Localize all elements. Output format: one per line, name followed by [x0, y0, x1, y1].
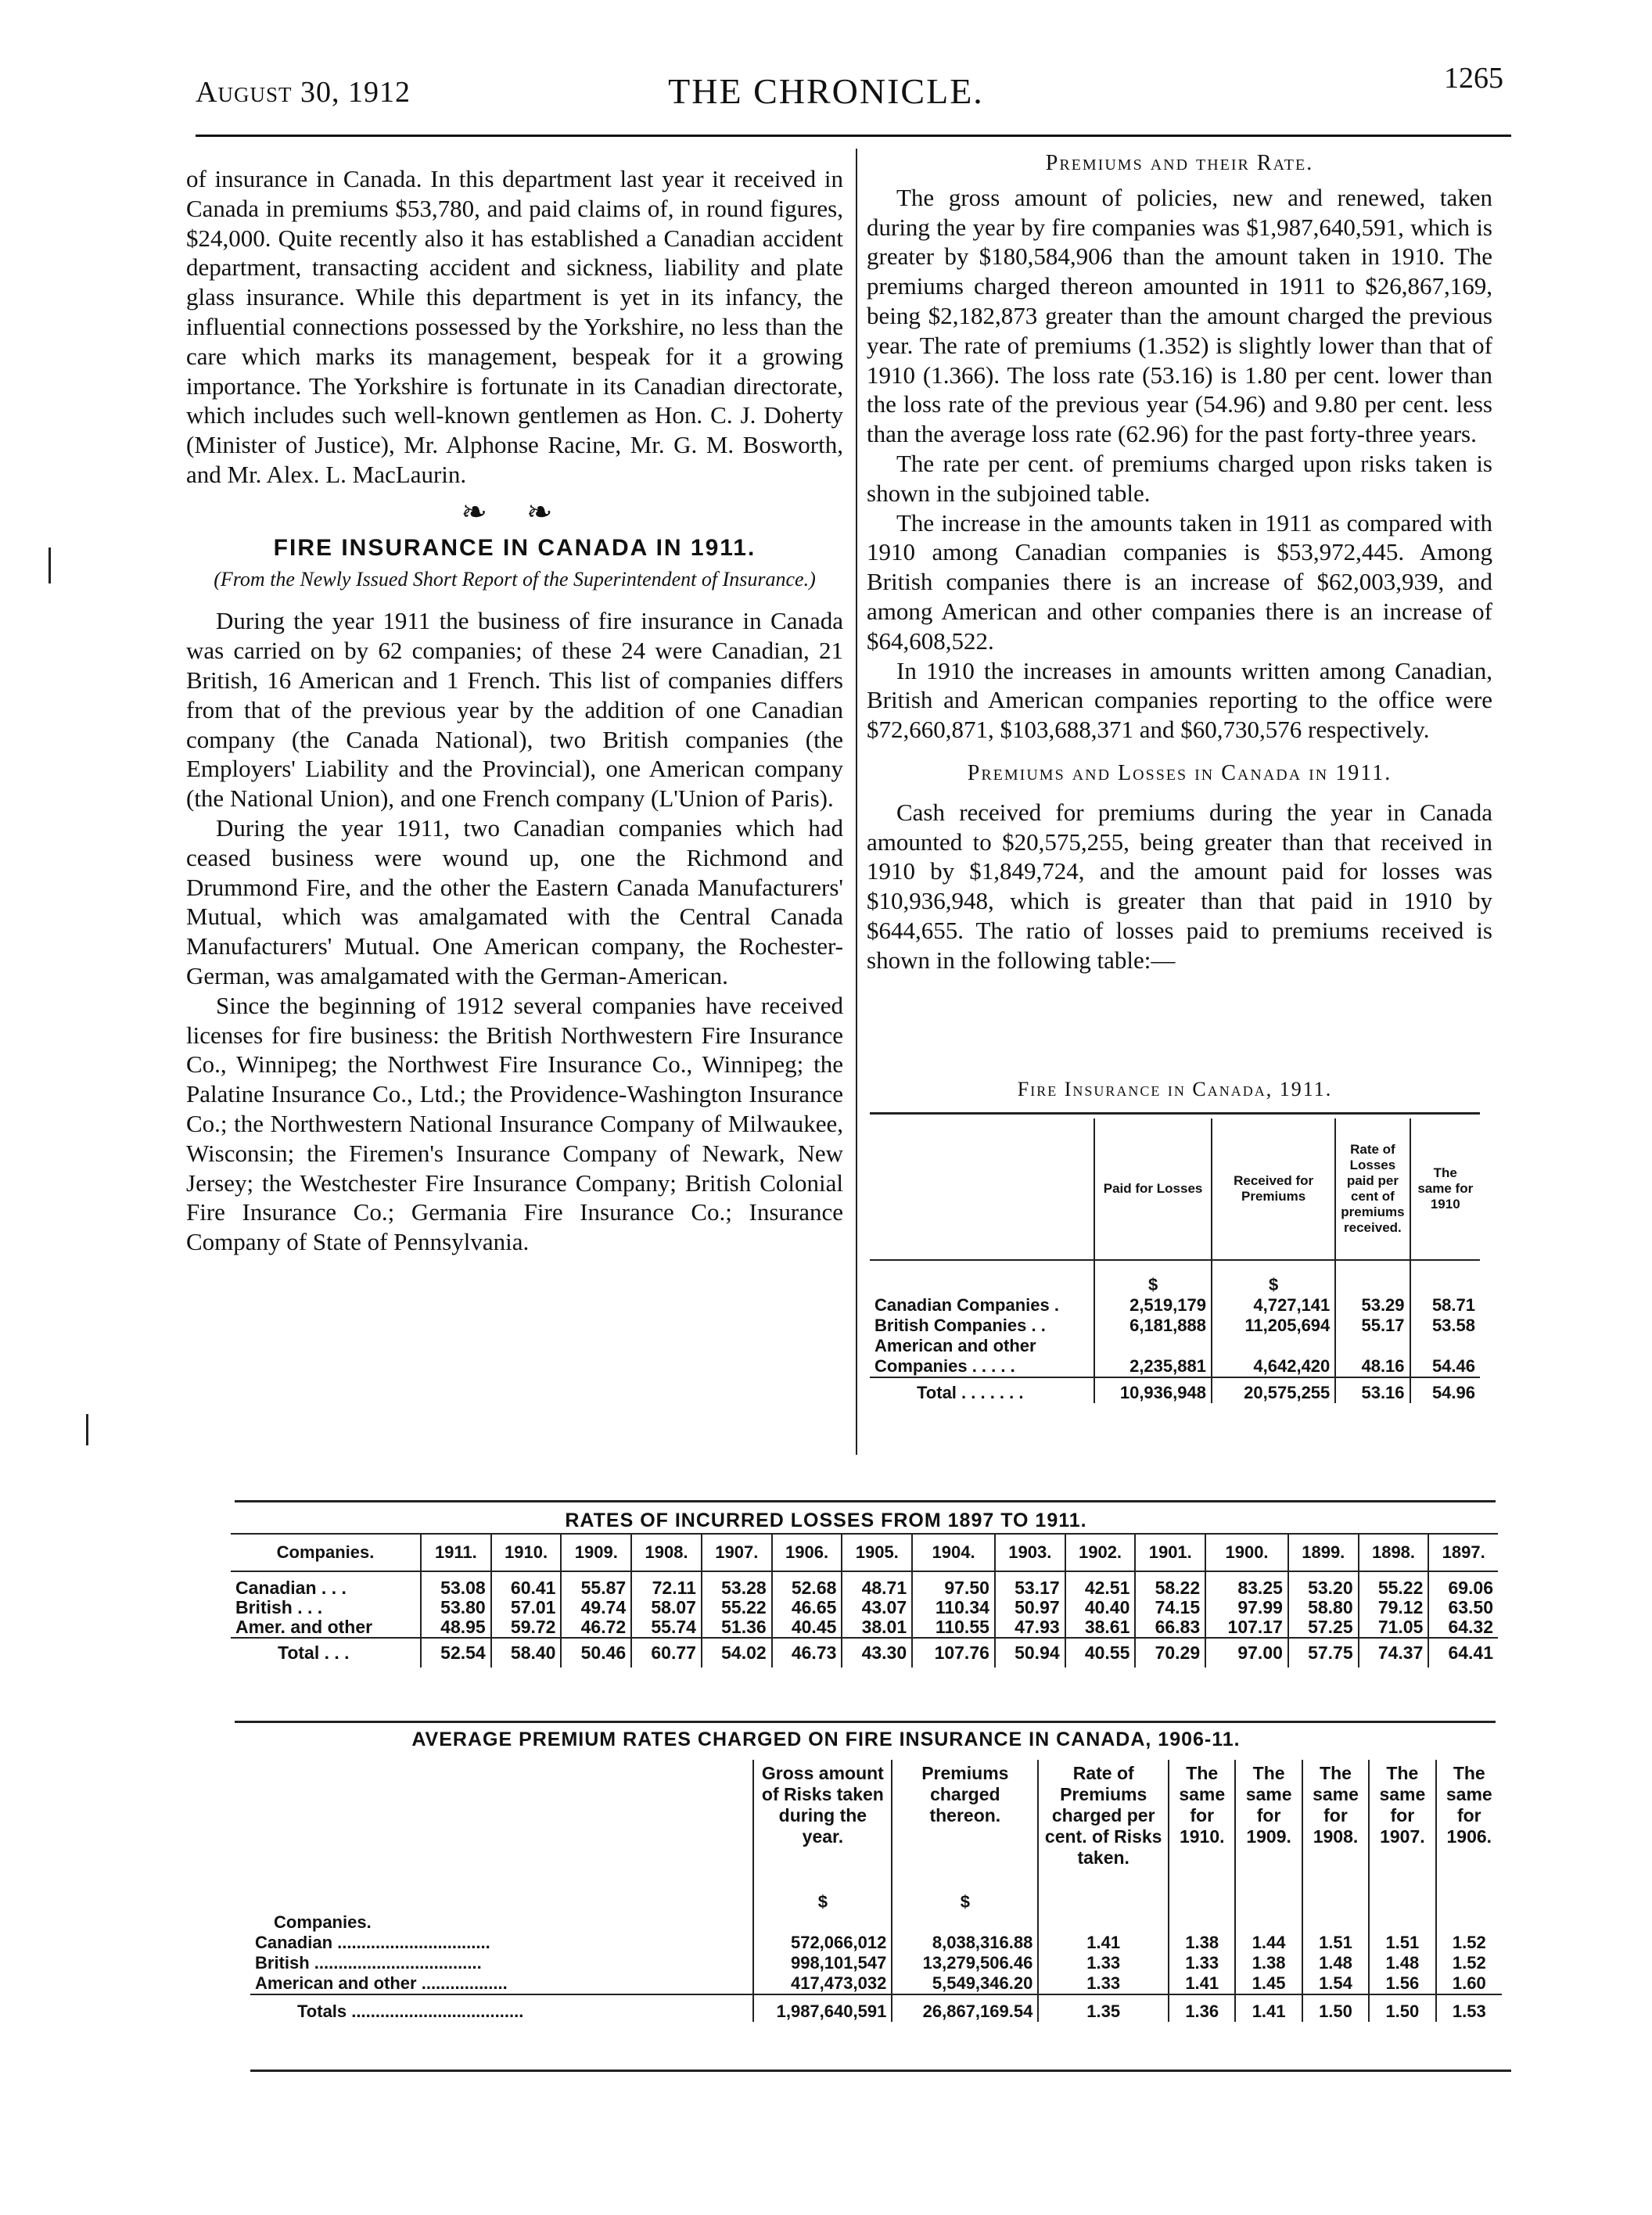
table-total-row	[231, 1638, 1498, 1668]
cell: 71.05	[1359, 1617, 1429, 1638]
row-label: Totals ....................................	[250, 1994, 753, 2022]
cell: 58.71	[1410, 1295, 1480, 1316]
table-row	[870, 1336, 1480, 1377]
article-heading: FIRE INSURANCE IN CANADA IN 1911.	[273, 534, 756, 561]
cell: 1.36	[1169, 1994, 1235, 2022]
year-header: 1900.	[1205, 1534, 1288, 1571]
cell: 107.17	[1205, 1617, 1288, 1638]
article-subheading: (From the Newly Issued Short Report of the Superintendent of Insurance.)	[214, 568, 816, 591]
cell: 74.15	[1135, 1598, 1205, 1617]
cell: 74.37	[1359, 1638, 1429, 1668]
cell: 1.50	[1302, 1994, 1369, 2022]
currency-sign: $	[1212, 1260, 1335, 1295]
table-header	[870, 1118, 1094, 1260]
header-rule	[196, 135, 1511, 137]
cell: 4,642,420	[1212, 1336, 1335, 1377]
issue-date: August 30, 1912	[196, 76, 411, 109]
row-label: British . . .	[235, 1597, 323, 1617]
table-row	[870, 1316, 1480, 1336]
cell: 47.93	[995, 1617, 1065, 1638]
publication-title: THE CHRONICLE.	[668, 71, 984, 111]
cell: 1.50	[1369, 1994, 1435, 2022]
table-row	[250, 1973, 1502, 1994]
cell: 64.32	[1428, 1617, 1498, 1638]
table-total-row	[250, 1994, 1502, 2022]
cell: 97.99	[1205, 1598, 1288, 1617]
cell: 55.22	[1359, 1578, 1429, 1598]
cell: 1.35	[1038, 1994, 1169, 2022]
cell: 53.28	[702, 1578, 772, 1598]
cell: 1.51	[1369, 1933, 1435, 1953]
cell: 69.06	[1428, 1578, 1498, 1598]
cell: 110.55	[912, 1617, 995, 1638]
cell: 46.65	[772, 1598, 842, 1617]
table-header: The same for 1907.	[1369, 1760, 1435, 1869]
cell: 1.53	[1436, 1994, 1502, 2022]
cell: 572,066,012	[753, 1933, 892, 1953]
cell: 110.34	[912, 1598, 995, 1617]
year-header: 1905.	[842, 1534, 912, 1571]
year-header: 1898.	[1359, 1534, 1429, 1571]
cell: 53.20	[1288, 1578, 1359, 1598]
cell: 51.36	[702, 1617, 772, 1638]
cell: 49.74	[561, 1598, 631, 1617]
table-header: Companies.	[231, 1534, 421, 1571]
fire-insurance-1911-table	[870, 1118, 1480, 1403]
page-header	[196, 62, 1503, 114]
year-header: 1901.	[1135, 1534, 1205, 1571]
cell: 1.38	[1169, 1933, 1235, 1953]
cell: 1.33	[1169, 1953, 1235, 1973]
article-paragraph: The increase in the amounts taken in 1911 as compared with 1910 among Canadian companies is $53,972,445. Among British companies there is an increase of $62,003,939, and among American and other companies there is an increase of $64,608,522.	[867, 508, 1492, 655]
table-row	[870, 1295, 1480, 1316]
cell: 53.17	[995, 1578, 1065, 1598]
cell: 53.29	[1335, 1295, 1410, 1316]
cell: 58.22	[1135, 1578, 1205, 1598]
cell: 1.48	[1302, 1953, 1369, 1973]
cell: 13,279,506.46	[892, 1953, 1038, 1973]
cell: 53.16	[1335, 1377, 1410, 1403]
currency-sign: $	[1094, 1260, 1212, 1295]
table-header: The same for 1910.	[1169, 1760, 1235, 1869]
table-header: Premiums charged thereon.	[892, 1760, 1038, 1869]
cell: 79.12	[1359, 1598, 1429, 1617]
cell: 1.54	[1302, 1973, 1369, 1994]
cell: 64.41	[1428, 1638, 1498, 1668]
section-heading: Premiums and their Rate.	[1045, 151, 1314, 175]
ornament-glyphs: ❧ ❧	[461, 494, 569, 530]
cell: 26,867,169.54	[892, 1994, 1038, 2022]
cell: 4,727,141	[1212, 1295, 1335, 1316]
cell: 70.29	[1135, 1638, 1205, 1668]
table-header: Rate of Losses paid per cent of premiums received.	[1335, 1118, 1410, 1260]
row-label: British ...................................	[255, 1953, 482, 1973]
cell: 57.25	[1288, 1617, 1359, 1638]
year-header: 1903.	[995, 1534, 1065, 1571]
cell: 2,519,179	[1094, 1295, 1212, 1316]
table-header: The same for 1906.	[1436, 1760, 1502, 1869]
cell: 8,038,316.88	[892, 1933, 1038, 1953]
currency-sign: $	[753, 1869, 892, 1912]
cell: 55.74	[631, 1617, 702, 1638]
cell: 53.08	[421, 1578, 491, 1598]
cell: 998,101,547	[753, 1953, 892, 1973]
cell: 20,575,255	[1212, 1377, 1335, 1403]
table-header: The same for 1909.	[1235, 1760, 1302, 1869]
cell: 1.48	[1369, 1953, 1435, 1973]
table-row	[231, 1598, 1498, 1617]
cell: 53.80	[421, 1598, 491, 1617]
cell: 2,235,881	[1094, 1336, 1212, 1377]
article-paragraph: Cash received for premiums during the year in Canada amounted to $20,575,255, being greater than that received in 1910 by $1,849,724, and the amount paid for losses was $10,936,948, which is greater than that paid in 1910 by $644,655. The ratio of losses paid to premiums received is shown in the following table:—	[867, 798, 1492, 974]
article-paragraph: Since the beginning of 1912 several companies have received licenses for fire business: the British Northwestern Fire Insurance Co., Winnipeg; the Northwest Fire Insurance Co., Winnipeg; the Palatine Insurance Co., Ltd.; the Providence-Washington Insurance Co.; the Northwestern National Insurance Company of Milwaukee, Wisconsin; the Firemen's Insurance Company of Newark, New Jersey; the Westchester Fire Insurance Company; British Colonial Fire Insurance Co.; Germania Fire Insurance Co.; Insurance Company of State of Pennsylvania.	[186, 991, 843, 1256]
row-label: Canadian . . .	[235, 1578, 347, 1598]
cell: 48.16	[1335, 1336, 1410, 1377]
table-row	[231, 1617, 1498, 1638]
cell: 46.73	[772, 1638, 842, 1668]
cell: 1.52	[1436, 1933, 1502, 1953]
incurred-losses-table	[231, 1533, 1498, 1668]
year-header: 1899.	[1288, 1534, 1359, 1571]
cell: 107.76	[912, 1638, 995, 1668]
table-header: The same for 1910	[1410, 1118, 1480, 1260]
row-label: Canadian Companies .	[874, 1295, 1059, 1315]
companies-label: Companies.	[274, 1912, 372, 1932]
year-header: 1908.	[631, 1534, 702, 1571]
cell: 54.02	[702, 1638, 772, 1668]
section-rule	[235, 1500, 1496, 1502]
cell: 52.68	[772, 1578, 842, 1598]
cell: 55.22	[702, 1598, 772, 1617]
cell: 1.33	[1038, 1973, 1169, 1994]
cell: 1.41	[1235, 1994, 1302, 2022]
cell: 58.07	[631, 1598, 702, 1617]
cell: 1.51	[1302, 1933, 1369, 1953]
table-row	[231, 1578, 1498, 1598]
margin-mark	[48, 547, 51, 583]
cell: 1.41	[1169, 1973, 1235, 1994]
cell: 5,549,346.20	[892, 1973, 1038, 1994]
table-header: Paid for Losses	[1094, 1118, 1212, 1260]
right-column	[867, 149, 1492, 975]
article-paragraph: The gross amount of policies, new and renewed, taken during the year by fire companies was $1,987,640,591, which is greater by $180,584,906 than the amount taken in 1910. The premiums charged thereon amounted in 1911 to $26,867,169, being $2,182,873 greater than the amount charged the previous year. The rate of premiums (1.352) is slightly lower than that of 1910 (1.366). The loss rate (53.16) is 1.80 per cent. lower than the loss rate of the previous year (54.96) and 9.80 per cent. less than the average loss rate (62.96) for the past forty-three years.	[867, 183, 1492, 448]
cell: 1.52	[1436, 1953, 1502, 1973]
table-row	[250, 1933, 1502, 1953]
cell: 59.72	[491, 1617, 562, 1638]
table-caption: Fire Insurance in Canada, 1911.	[1017, 1078, 1333, 1100]
cell: 66.83	[1135, 1617, 1205, 1638]
cell: 43.30	[842, 1638, 912, 1668]
cell: 83.25	[1205, 1578, 1288, 1598]
row-label: Total . . . . . . .	[870, 1377, 1094, 1403]
row-label: American and other Companies . . . . .	[874, 1336, 1036, 1376]
cell: 60.41	[491, 1578, 562, 1598]
cell: 40.45	[772, 1617, 842, 1638]
cell: 38.61	[1065, 1617, 1136, 1638]
row-label: Amer. and other	[235, 1617, 373, 1637]
cell: 10,936,948	[1094, 1377, 1212, 1403]
cell: 50.46	[561, 1638, 631, 1668]
cell: 97.00	[1205, 1638, 1288, 1668]
page-number: 1265	[1444, 62, 1503, 95]
cell: 40.55	[1065, 1638, 1136, 1668]
table-rule	[870, 1112, 1480, 1115]
bottom-rule	[250, 2070, 1511, 2072]
cell: 53.58	[1410, 1316, 1480, 1336]
table-caption: RATES OF INCURRED LOSSES FROM 1897 TO 1911.	[565, 1510, 1087, 1531]
cell: 40.40	[1065, 1598, 1136, 1617]
cell: 1.56	[1369, 1973, 1435, 1994]
cell: 1,987,640,591	[753, 1994, 892, 2022]
table-total-row	[870, 1377, 1480, 1403]
cell: 54.46	[1410, 1336, 1480, 1377]
row-label: British Companies . .	[874, 1316, 1046, 1335]
cell: 54.96	[1410, 1377, 1480, 1403]
cell: 43.07	[842, 1598, 912, 1617]
year-header: 1902.	[1065, 1534, 1136, 1571]
cell: 55.17	[1335, 1316, 1410, 1336]
cell: 72.11	[631, 1578, 702, 1598]
year-header: 1906.	[772, 1534, 842, 1571]
cell: 6,181,888	[1094, 1316, 1212, 1336]
cell: 42.51	[1065, 1578, 1136, 1598]
article-paragraph: The rate per cent. of premiums charged upon risks taken is shown in the subjoined table.	[867, 449, 1492, 507]
table-row	[250, 1953, 1502, 1973]
year-header: 1897.	[1428, 1534, 1498, 1571]
cell: 1.60	[1436, 1973, 1502, 1994]
article-paragraph: In 1910 the increases in amounts written among Canadian, British and American companies reporting to the office were $72,660,871, $103,688,371 and $60,730,576 respectively.	[867, 656, 1492, 744]
cell: 58.80	[1288, 1598, 1359, 1617]
cell: 97.50	[912, 1578, 995, 1598]
cell: 417,473,032	[753, 1973, 892, 1994]
table-header: The same for 1908.	[1302, 1760, 1369, 1869]
left-column	[186, 164, 843, 1257]
table-header: Rate of Premiums charged per cent. of Risks taken.	[1038, 1760, 1169, 1869]
cell: 58.40	[491, 1638, 562, 1668]
column-divider	[856, 149, 857, 1455]
cell: 46.72	[561, 1617, 631, 1638]
year-header: 1907.	[702, 1534, 772, 1571]
intro-paragraph: of insurance in Canada. In this department last year it received in Canada in premiums $53,780, and paid claims of, in round figures, $24,000. Quite recently also it has established a Canadian accident department, transacting accident and sickness, liability and plate glass insurance. While this department is yet in its infancy, the influential connections possessed by the Yorkshire, no less than the care which marks its management, bespeak for it a growing importance. The Yorkshire is fortunate in its Canadian directorate, which includes such well-known gentlemen as Hon. C. J. Doherty (Minister of Justice), Mr. Alphonse Racine, Mr. G. M. Bosworth, and Mr. Alex. L. MacLaurin.	[186, 165, 843, 488]
article-paragraph: During the year 1911, two Canadian companies which had ceased business were wound up, one the Richmond and Drummond Fire, and the other the Eastern Canada Manufacturers' Mutual, which was amalgamated with the Central Canada Manufacturers' Mutual. One American company, the Rochester-German, was amalgamated with the German-American.	[186, 813, 843, 989]
cell: 50.94	[995, 1638, 1065, 1668]
cell: 50.97	[995, 1598, 1065, 1617]
year-header: 1911.	[421, 1534, 491, 1571]
cell: 63.50	[1428, 1598, 1498, 1617]
row-label: American and other ..................	[255, 1973, 508, 1993]
cell: 57.01	[491, 1598, 562, 1617]
year-header: 1909.	[561, 1534, 631, 1571]
cell: 48.71	[842, 1578, 912, 1598]
cell: 1.33	[1038, 1953, 1169, 1973]
cell: 38.01	[842, 1617, 912, 1638]
cell: 11,205,694	[1212, 1316, 1335, 1336]
cell: 48.95	[421, 1617, 491, 1638]
cell: 1.45	[1235, 1973, 1302, 1994]
cell: 60.77	[631, 1638, 702, 1668]
row-label: Canadian ................................	[255, 1933, 490, 1952]
cell: 55.87	[561, 1578, 631, 1598]
currency-sign: $	[892, 1869, 1038, 1912]
cell: 1.41	[1038, 1933, 1169, 1953]
year-header: 1910.	[491, 1534, 562, 1571]
article-paragraph: During the year 1911 the business of fire insurance in Canada was carried on by 62 companies; of these 24 were Canadian, 21 British, 16 American and 1 French. This list of companies differs from that of the previous year by the addition of one Canadian company (the Canada National), two British companies (the Employers' Liability and the Provincial), one American company (the National Union), and one French company (L'Union of Paris).	[186, 607, 843, 813]
year-header: 1904.	[912, 1534, 995, 1571]
table-header: Gross amount of Risks taken during the year.	[753, 1760, 892, 1869]
table-header: Received for Premiums	[1212, 1118, 1335, 1260]
margin-mark	[86, 1414, 88, 1445]
section-rule	[235, 1721, 1496, 1723]
cell: 52.54	[421, 1638, 491, 1668]
average-premium-rates-table	[250, 1760, 1502, 2022]
table-header	[250, 1760, 753, 1869]
cell: 1.44	[1235, 1933, 1302, 1953]
section-heading: Premiums and Losses in Canada in 1911.	[967, 760, 1392, 785]
row-label: Total . . .	[231, 1638, 421, 1668]
cell: 57.75	[1288, 1638, 1359, 1668]
cell: 1.38	[1235, 1953, 1302, 1973]
table-caption: AVERAGE PREMIUM RATES CHARGED ON FIRE INSURANCE IN CANADA, 1906-11.	[411, 1729, 1241, 1750]
